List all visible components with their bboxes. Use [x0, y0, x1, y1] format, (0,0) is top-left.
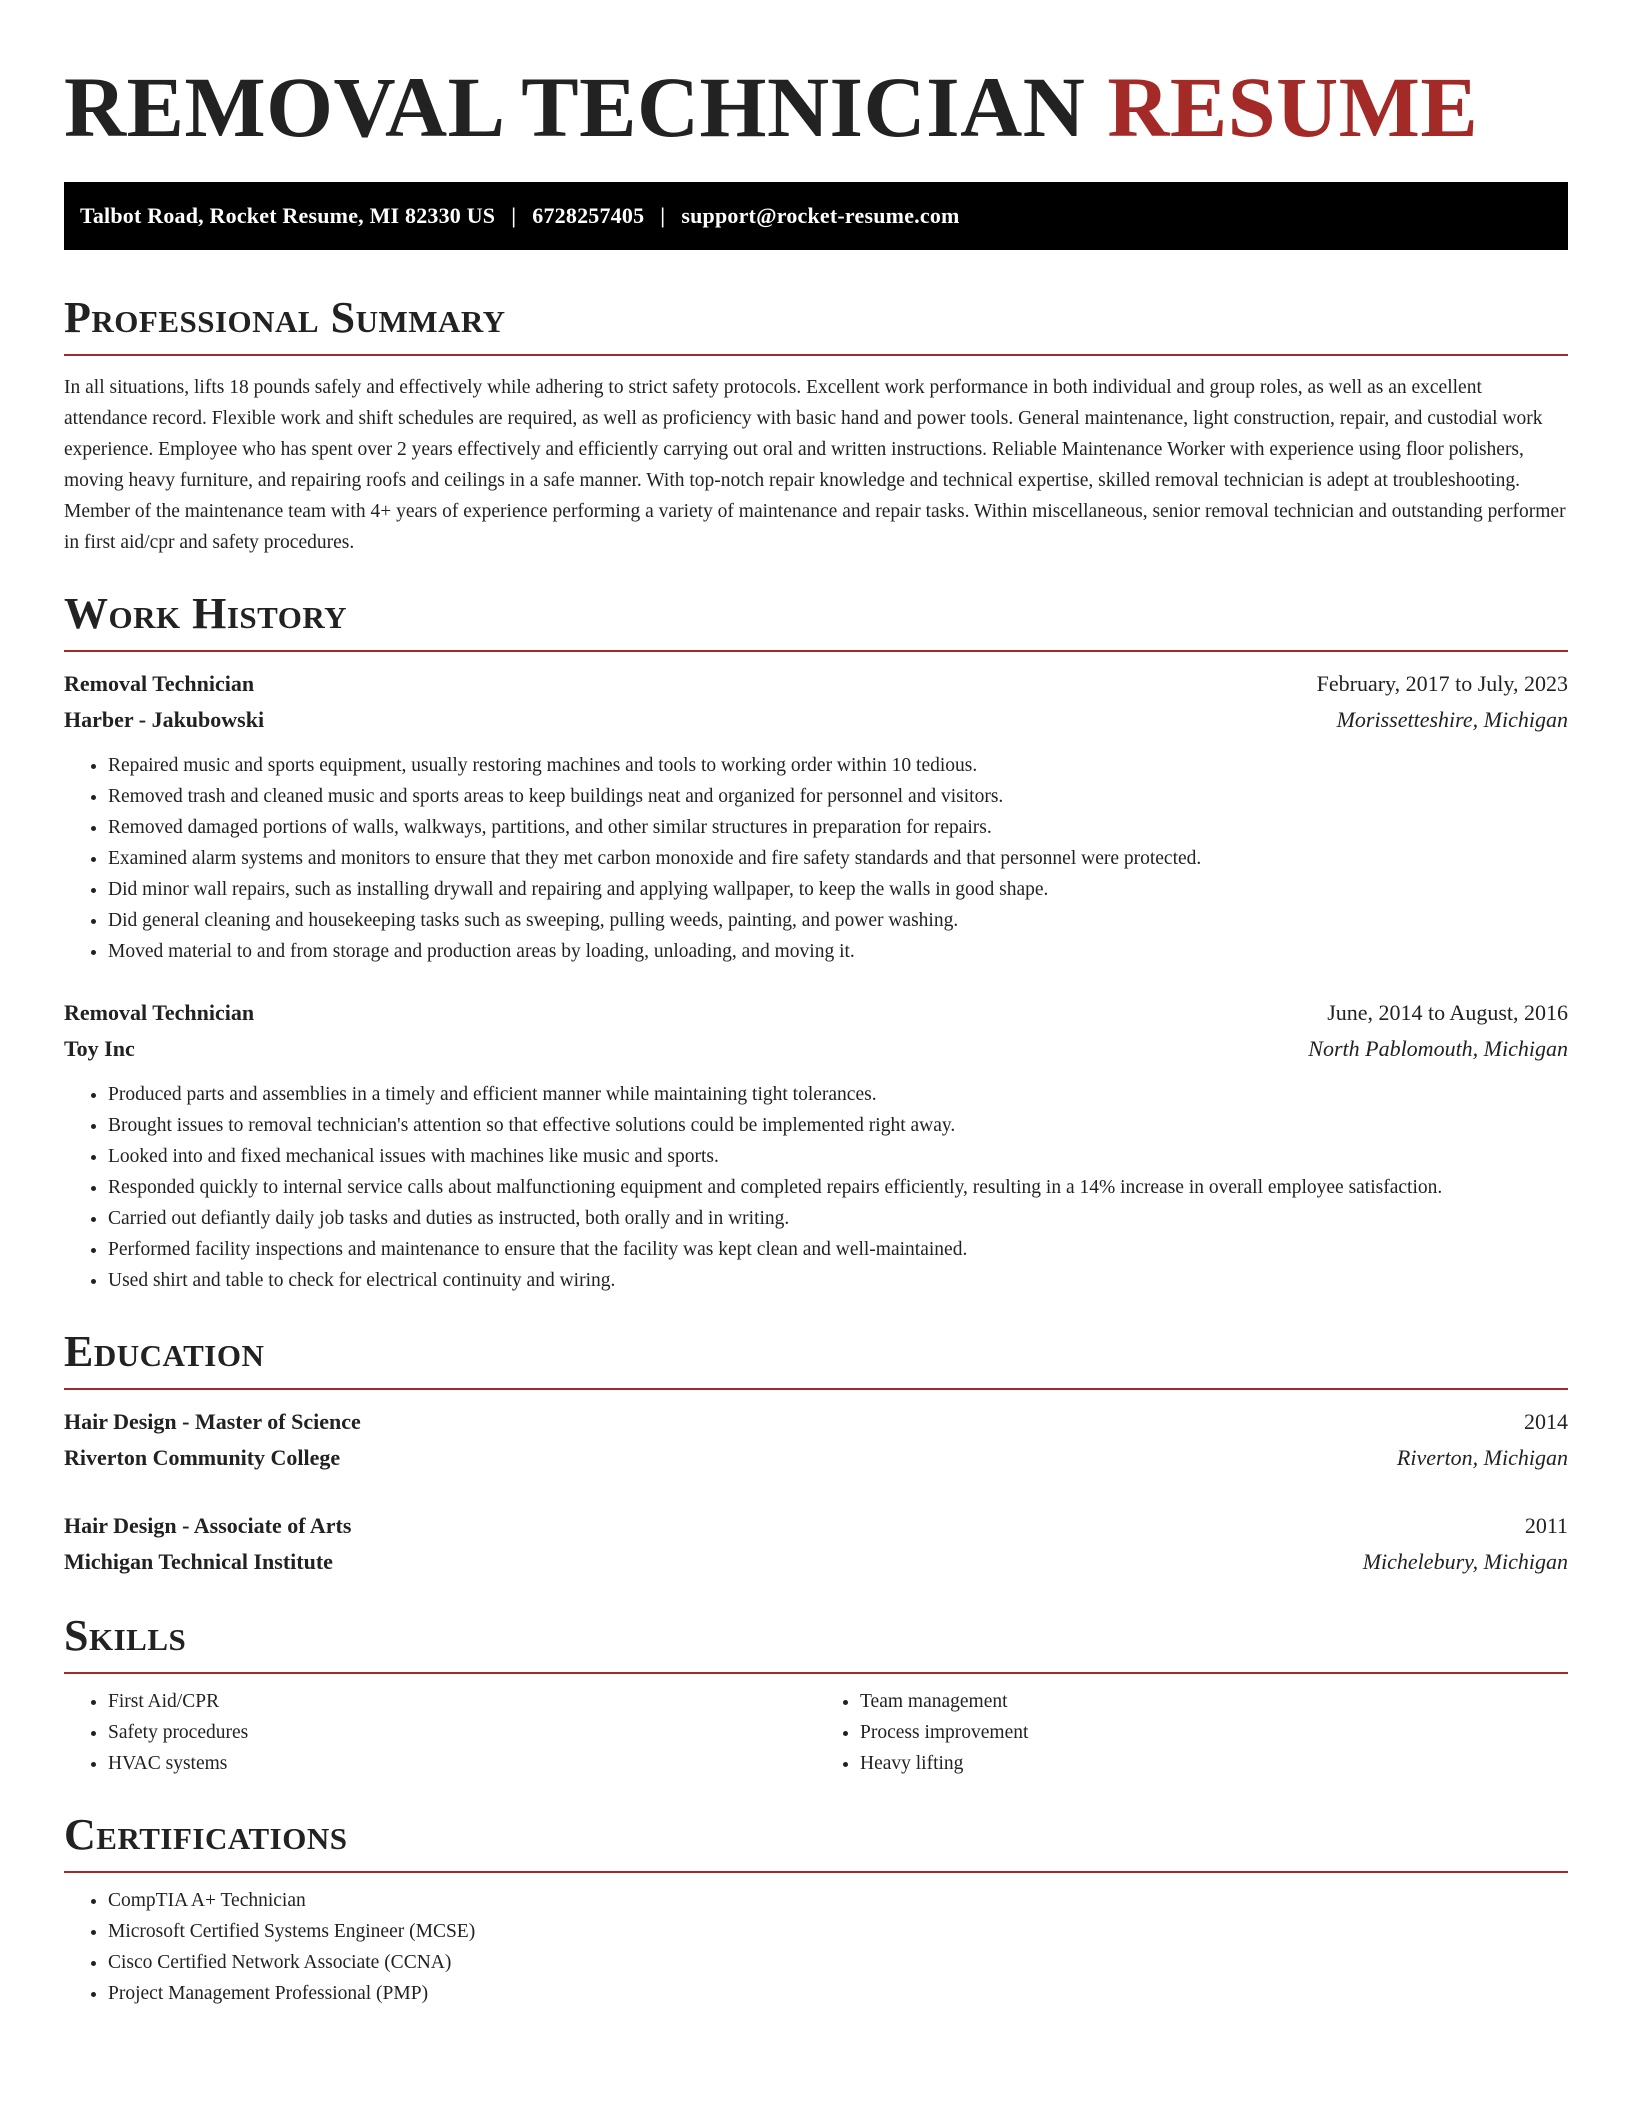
education-year: 2014 [1524, 1409, 1568, 1434]
skill-item: • HVAC systems [108, 1748, 816, 1779]
skills-grid [64, 1686, 1568, 1779]
education-location: Riverton, Michigan [1396, 1445, 1568, 1470]
education-school-row [64, 1544, 1568, 1580]
list-item: • Did minor wall repairs, such as installing drywall and repairing and applying wallpaper, to keep the walls in good shape. [108, 874, 1568, 905]
section-heading-education: Education [64, 1330, 1568, 1390]
education-location: Michelebury, Michigan [1362, 1549, 1568, 1574]
list-item: • Moved material to and from storage and production areas by loading, unloading, and moving it. [108, 936, 1568, 967]
list-item: • Performed facility inspections and maintenance to ensure that the facility was kept clean and well-maintained. [108, 1234, 1568, 1265]
title-accent: RESUME [1107, 59, 1479, 155]
education-degree-row [64, 1404, 1568, 1440]
job-header-row [64, 666, 1568, 702]
job-dates: February, 2017 to July, 2023 [1316, 671, 1568, 696]
summary-text: In all situations, lifts 18 pounds safely and effectively while adhering to strict safety protocols. Excellent work performance in both individual and group roles, as well as an excellent attendance record. Flexible work and shift schedules are required, as well as proficiency with basic hand and power tools. General maintenance, light construction, repair, and custodial work experience. Employee who has spent over 2 years effectively and efficiently carrying out oral and written instructions. Reliable Maintenance Worker with experience using floor polishers, moving heavy furniture, and repairing roofs and ceilings in a safe manner. With top-notch repair knowledge and technical expertise, skilled removal technician is adept at troubleshooting. Member of the maintenance team with 4+ years of experience performing a variety of maintenance and repair tasks. Within miscellaneous, senior removal technician and outstanding performer in first aid/cpr and safety procedures. [64, 377, 1566, 553]
section-heading-certifications: Certifications [64, 1813, 1568, 1873]
list-item: • Produced parts and assemblies in a timely and efficient manner while maintaining tight tolerances. [108, 1079, 1568, 1110]
education-degree: Hair Design - Master of Science [64, 1409, 361, 1434]
list-item: • Looked into and fixed mechanical issues with machines like music and sports. [108, 1141, 1568, 1172]
contact-separator: | [660, 203, 666, 228]
job-bullets [64, 750, 1568, 967]
job-company: Harber - Jakubowski [64, 707, 265, 732]
list-item: • Removed trash and cleaned music and sports areas to keep buildings neat and organized for personnel and visitors. [108, 781, 1568, 812]
certification-item: • CompTIA A+ Technician [108, 1885, 1568, 1916]
job-dates: June, 2014 to August, 2016 [1327, 1000, 1568, 1025]
skill-item: • Team management [860, 1686, 1568, 1717]
education-school-row [64, 1440, 1568, 1476]
skill-item: • Safety procedures [108, 1717, 816, 1748]
contact-separator: | [511, 203, 517, 228]
section-heading-summary: Professional Summary [64, 296, 1568, 356]
education-year: 2011 [1524, 1513, 1568, 1538]
section-heading-skills: Skills [64, 1614, 1568, 1674]
job-title: Removal Technician [64, 671, 255, 696]
education-entry [64, 1508, 1568, 1580]
job-header-row [64, 995, 1568, 1031]
certification-item: • Cisco Certified Network Associate (CCNA) [108, 1947, 1568, 1978]
list-item: • Carried out defiantly daily job tasks and duties as instructed, both orally and in writing. [108, 1203, 1568, 1234]
job-location: Morissetteshire, Michigan [1336, 707, 1568, 732]
education-school: Michigan Technical Institute [64, 1549, 333, 1574]
list-item: • Used shirt and table to check for electrical continuity and wiring. [108, 1265, 1568, 1296]
job-title: Removal Technician [64, 1000, 255, 1025]
certifications-list [64, 1885, 1568, 2009]
job-entry [64, 666, 1568, 967]
contact-email[interactable]: support@rocket-resume.com [681, 203, 960, 228]
skill-item: • Heavy lifting [860, 1748, 1568, 1779]
section-heading-work-history: Work History [64, 592, 1568, 652]
contact-phone: 6728257405 [532, 203, 645, 228]
education-degree-row [64, 1508, 1568, 1544]
contact-address: Talbot Road, Rocket Resume, MI 82330 US [80, 203, 496, 228]
list-item: • Removed damaged portions of walls, walkways, partitions, and other similar structures in preparation for repairs. [108, 812, 1568, 843]
resume-title [64, 59, 1568, 155]
list-item: • Did general cleaning and housekeeping tasks such as sweeping, pulling weeds, painting, and power washing. [108, 905, 1568, 936]
certification-item: • Project Management Professional (PMP) [108, 1978, 1568, 2009]
skill-item: • Process improvement [860, 1717, 1568, 1748]
skills-column-right [816, 1686, 1568, 1779]
education-school: Riverton Community College [64, 1445, 341, 1470]
list-item: • Responded quickly to internal service calls about malfunctioning equipment and completed repairs efficiently, resulting in a 14% increase in overall employee satisfaction. [108, 1172, 1568, 1203]
list-item: • Examined alarm systems and monitors to ensure that they met carbon monoxide and fire safety standards and that personnel were protected. [108, 843, 1568, 874]
job-company-row [64, 702, 1568, 738]
contact-bar [64, 182, 1568, 250]
job-company: Toy Inc [64, 1036, 135, 1061]
job-bullets [64, 1079, 1568, 1296]
list-item: • Repaired music and sports equipment, usually restoring machines and tools to working order within 10 tedious. [108, 750, 1568, 781]
skill-item: • First Aid/CPR [108, 1686, 816, 1717]
list-item: • Brought issues to removal technician's attention so that effective solutions could be implemented right away. [108, 1110, 1568, 1141]
education-degree: Hair Design - Associate of Arts [64, 1513, 352, 1538]
job-company-row [64, 1031, 1568, 1067]
certification-item: • Microsoft Certified Systems Engineer (MCSE) [108, 1916, 1568, 1947]
title-main: REMOVAL TECHNICIAN [64, 59, 1086, 155]
skills-column-left [64, 1686, 816, 1779]
job-location: North Pablomouth, Michigan [1308, 1036, 1568, 1061]
education-entry [64, 1404, 1568, 1476]
job-entry [64, 995, 1568, 1296]
